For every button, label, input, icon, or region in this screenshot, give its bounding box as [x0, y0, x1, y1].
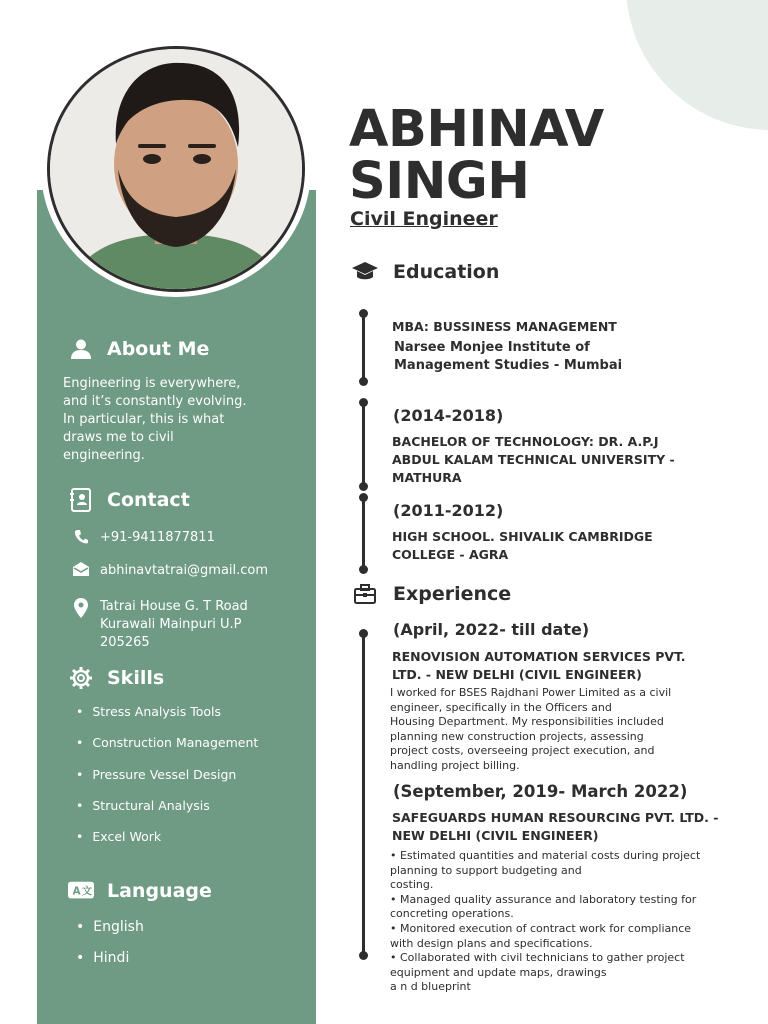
address-line: Kurawali Mainpuri U.P — [100, 617, 242, 632]
description-line: • Monitored execution of contract work for compliance — [390, 921, 692, 935]
experience-company — [392, 648, 737, 684]
education-date: (2014-2018) — [393, 406, 504, 425]
gear-icon — [68, 665, 94, 691]
description-line: I worked for BSES Rajdhani Power Limited as a civil — [390, 686, 672, 699]
timeline-line — [362, 633, 365, 955]
description-line: concreting operations. — [390, 907, 514, 921]
about-heading-label: About Me — [107, 338, 210, 360]
education-title: MBA: BUSSINESS MANAGEMENT — [392, 319, 617, 334]
education-heading — [352, 261, 499, 283]
about-line: and it’s constantly evolving. — [63, 394, 247, 409]
user-icon — [68, 336, 94, 362]
experience-description — [390, 686, 730, 774]
experience-title-line: SAFEGUARDS HUMAN RESOURCING PVT. LTD. - — [392, 810, 719, 825]
briefcase-icon — [352, 583, 378, 605]
education-title-line: BACHELOR OF TECHNOLOGY: DR. A.P.J — [392, 434, 659, 449]
skill-item: • Construction Management — [76, 733, 258, 764]
language-heading-label: Language — [107, 880, 212, 902]
description-line: • Managed quality assurance and laboratory testing for — [390, 892, 697, 906]
description-line: planning to support budgeting and — [390, 863, 582, 877]
name-line-2: SINGH — [349, 152, 530, 211]
timeline-dot — [359, 565, 368, 574]
description-line: costing. — [390, 878, 434, 892]
timeline-dot — [359, 482, 368, 491]
phone-icon — [72, 529, 90, 545]
skill-item: • Pressure Vessel Design — [76, 765, 258, 796]
education-title-line: HIGH SCHOOL. SHIVALIK CAMBRIDGE — [392, 529, 653, 544]
address-line: 205265 — [100, 635, 150, 650]
language-list — [76, 917, 144, 978]
education-institute: Management Studies - Mumbai — [394, 358, 623, 373]
education-entry-highschool — [392, 528, 712, 564]
timeline-dot — [359, 629, 368, 638]
description-line: with design plans and specifications. — [390, 936, 593, 950]
skill-item: • Structural Analysis — [76, 796, 258, 827]
about-text — [63, 375, 283, 465]
skills-heading-label: Skills — [107, 667, 165, 689]
timeline-dot — [359, 377, 368, 386]
description-line: a n d blueprint — [390, 980, 471, 994]
experience-description — [390, 849, 730, 995]
experience-title-line: NEW DELHI (CIVIL ENGINEER) — [392, 828, 599, 843]
description-line: engineer, specifically in the Officers and — [390, 700, 612, 714]
education-title-line: COLLEGE - AGRA — [392, 547, 509, 562]
location-pin-icon — [72, 598, 90, 618]
job-title: Civil Engineer — [350, 208, 498, 230]
contact-address-row — [72, 598, 248, 652]
education-title-line: MATHURA — [392, 470, 462, 485]
email-address[interactable]: abhinavtatrai@gmail.com — [100, 563, 269, 578]
timeline-line — [362, 497, 365, 569]
about-line: In particular, this is what — [63, 412, 225, 427]
education-institute: Narsee Monjee Institute of — [394, 340, 590, 355]
contact-email-row — [72, 562, 268, 580]
description-line: • Collaborated with civil technicians to gather project — [390, 951, 685, 965]
timeline-dot — [359, 493, 368, 502]
experience-heading-label: Experience — [393, 583, 512, 605]
language-item: • Hindi — [76, 948, 144, 979]
translate-icon — [68, 878, 94, 904]
description-line: project costs, overseeing project execution, and — [390, 744, 655, 758]
candidate-name — [349, 100, 604, 211]
address — [100, 598, 248, 652]
phone-number[interactable]: +91-9411877811 — [100, 530, 215, 545]
experience-title-line: LTD. - NEW DELHI (CIVIL ENGINEER) — [392, 667, 642, 682]
timeline-line — [362, 402, 365, 486]
timeline-dot — [359, 951, 368, 960]
skill-item: • Stress Analysis Tools — [76, 702, 258, 733]
about-line: draws me to civil — [63, 430, 174, 445]
profile-photo — [47, 46, 305, 292]
skills-list — [76, 702, 258, 858]
timeline-dot — [359, 398, 368, 407]
education-date: (2011-2012) — [393, 501, 504, 520]
contact-phone-row — [72, 529, 215, 547]
education-title-line: ABDUL KALAM TECHNICAL UNIVERSITY - — [392, 452, 675, 467]
experience-heading — [352, 583, 511, 605]
about-line: Engineering is everywhere, — [63, 376, 241, 391]
language-item: • English — [76, 917, 144, 948]
description-line: planning new construction projects, assessing — [390, 729, 644, 743]
education-heading-label: Education — [393, 261, 500, 283]
description-line: equipment and update maps, drawings — [390, 965, 607, 979]
about-line: engineering. — [63, 448, 145, 463]
about-heading — [68, 336, 209, 362]
contact-heading — [68, 487, 190, 513]
education-entry-btech — [392, 433, 712, 487]
description-line: Housing Department. My responsibilities included — [390, 715, 664, 729]
experience-title-line: RENOVISION AUTOMATION SERVICES PVT. — [392, 649, 686, 664]
name-line-1: ABHINAV — [349, 100, 604, 159]
description-line: handling project billing. — [390, 758, 520, 772]
education-entry-mba — [392, 318, 712, 375]
experience-date: (September, 2019- March 2022) — [393, 782, 688, 801]
skill-item: • Excel Work — [76, 827, 258, 858]
address-line: Tatrai House G. T Road — [100, 599, 248, 614]
experience-company — [392, 809, 742, 845]
timeline-dot — [359, 309, 368, 318]
mail-icon — [72, 562, 90, 576]
decorative-corner-circle — [626, 0, 768, 130]
contact-heading-label: Contact — [107, 489, 190, 511]
language-heading — [68, 878, 212, 904]
svg-text:文: 文 — [81, 886, 93, 898]
description-line: • Estimated quantities and material costs during project — [390, 849, 701, 862]
experience-date: (April, 2022- till date) — [393, 620, 590, 639]
svg-text:A: A — [72, 886, 81, 898]
graduation-cap-icon — [352, 261, 378, 283]
skills-heading — [68, 665, 164, 691]
timeline-line — [362, 313, 365, 381]
contact-book-icon — [68, 487, 94, 513]
